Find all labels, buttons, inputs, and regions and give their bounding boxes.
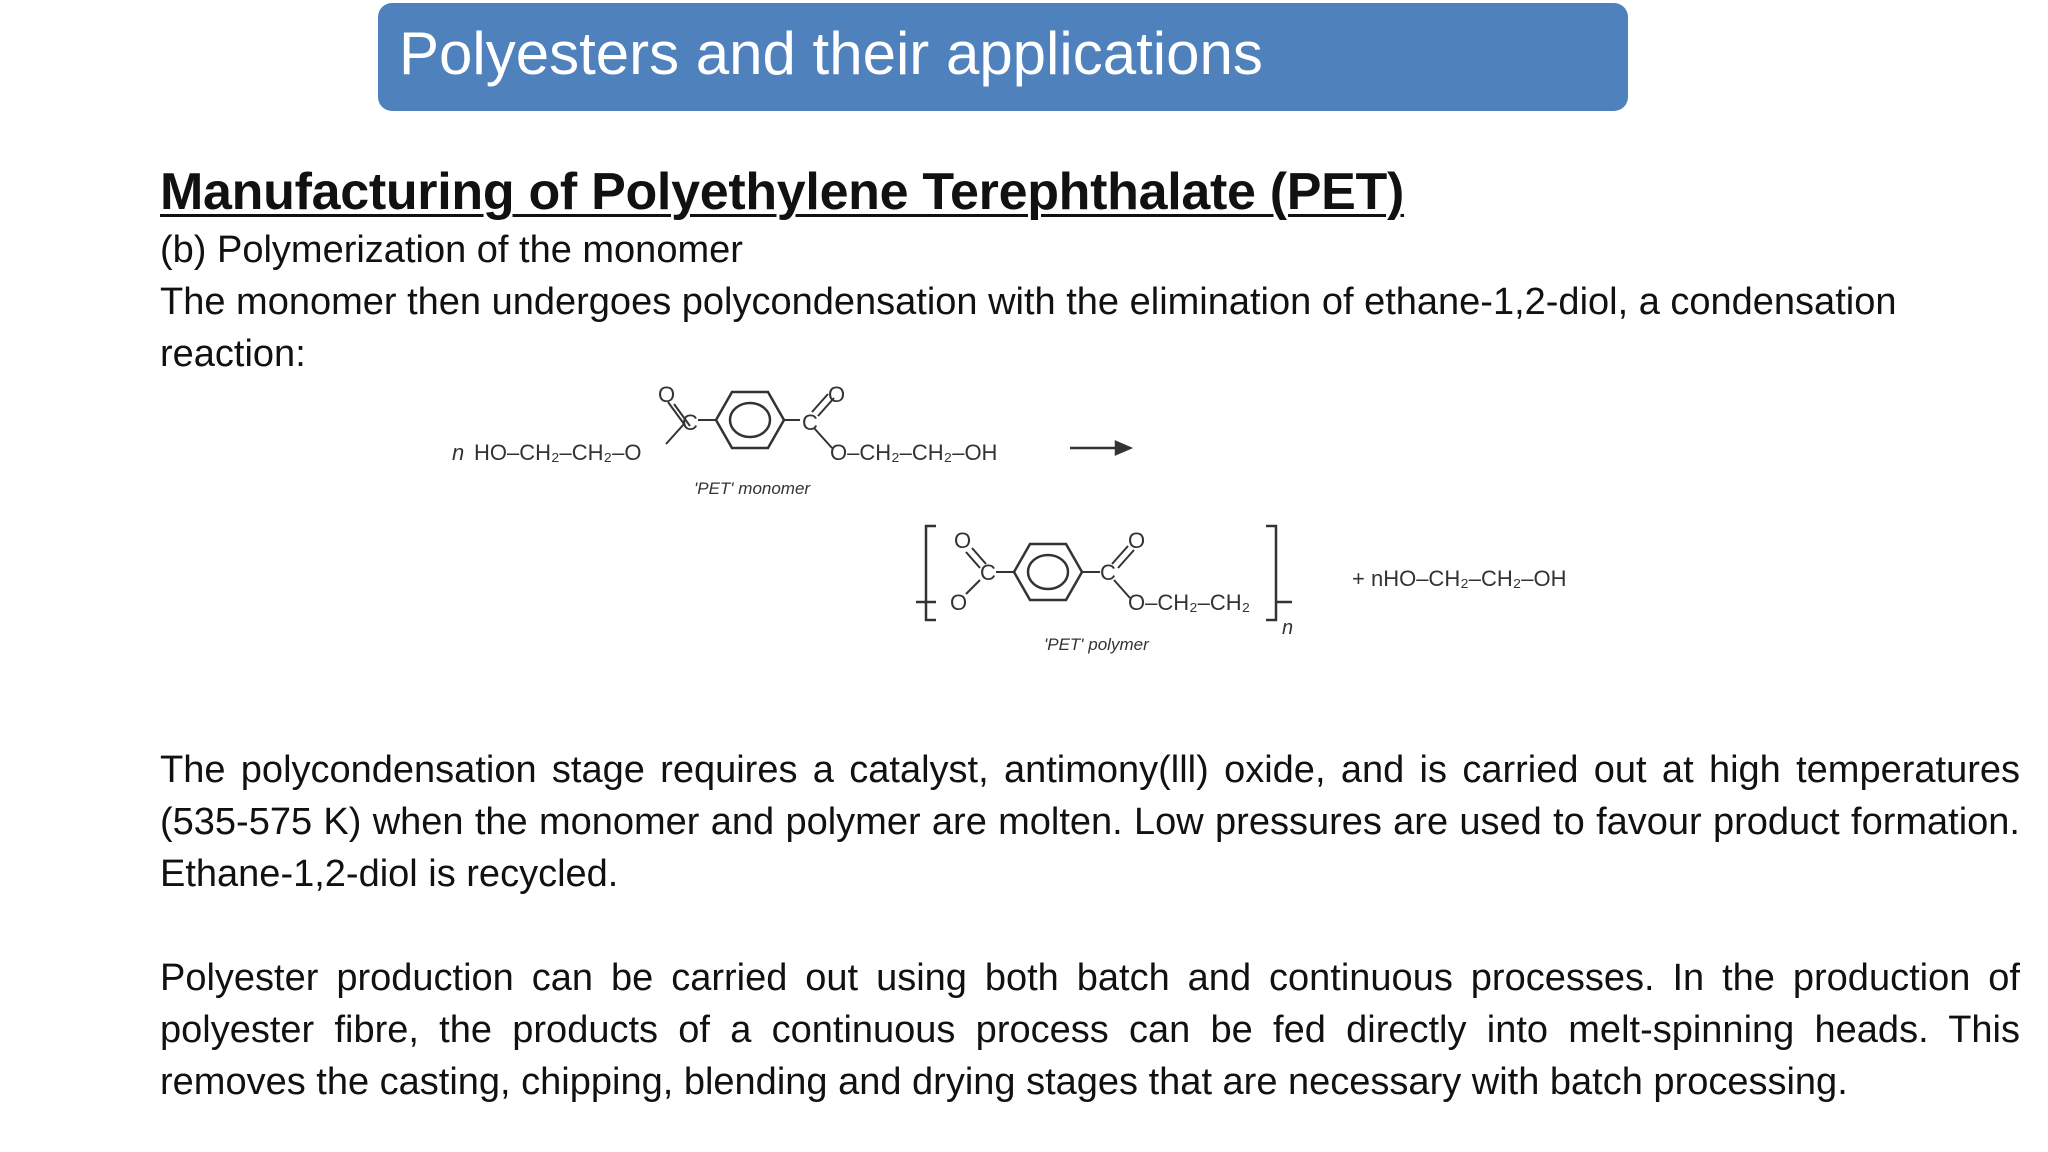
monomer-right-c: C — [802, 410, 818, 435]
monomer-n: n — [452, 440, 465, 465]
intro-text: The monomer then undergoes polycondensation with the elimination of ethane-1,2-diol, a condensation reaction: — [160, 281, 1897, 375]
monomer-label: 'PET' monomer — [694, 479, 811, 498]
polymer-subscript-n: n — [1282, 617, 1294, 639]
paragraph-conditions: The polycondensation stage requires a catalyst, antimony(lll) oxide, and is carried out at high temperatures (535-575 K) when the monomer and polymer are molten. Low pressures are used to favour product formation. Ethane-1,2-diol is recycled. — [160, 749, 2020, 895]
title-banner — [378, 3, 1628, 111]
section-heading: Manufacturing of Polyethylene Terephthalate (PET) — [160, 163, 1405, 221]
reaction-scheme — [440, 380, 1620, 680]
polymer-label: 'PET' polymer — [1044, 635, 1149, 654]
byproduct: + nHO–CH₂–CH₂–OH — [1352, 566, 1567, 591]
reaction-arrow — [1070, 442, 1130, 454]
monomer-right-o: O — [828, 382, 846, 407]
slide-title: Polyesters and their applications — [399, 20, 1263, 87]
polymer-right-c: C — [1100, 560, 1116, 585]
monomer-benzene-ring — [716, 392, 784, 448]
polymer-benzene-ring — [1014, 544, 1082, 600]
monomer-left-o: O — [658, 382, 676, 407]
polymer-left-c: C — [980, 560, 996, 585]
slide-content — [160, 160, 2020, 380]
polymer-chain: O–CH₂–CH₂ — [1128, 590, 1251, 615]
monomer-left-group: HO–CH₂–CH₂–O — [474, 440, 642, 465]
paragraph-processes: Polyester production can be carried out using both batch and continuous processes. In the production of polyester fibre, the products of a continuous process can be fed directly into melt-spinning heads. This removes the casting, chipping, blending and drying stages that are necessary with batch processing. — [160, 957, 2020, 1103]
monomer-left-c: C — [682, 410, 698, 435]
polymer-left-o-top: O — [954, 528, 972, 553]
polymer-right-o-top: O — [1128, 528, 1146, 553]
subheading: (b) Polymerization of the monomer — [160, 229, 743, 271]
polymer-left-o-bottom: O — [950, 590, 968, 615]
monomer-right-group: O–CH₂–CH₂–OH — [830, 440, 998, 465]
